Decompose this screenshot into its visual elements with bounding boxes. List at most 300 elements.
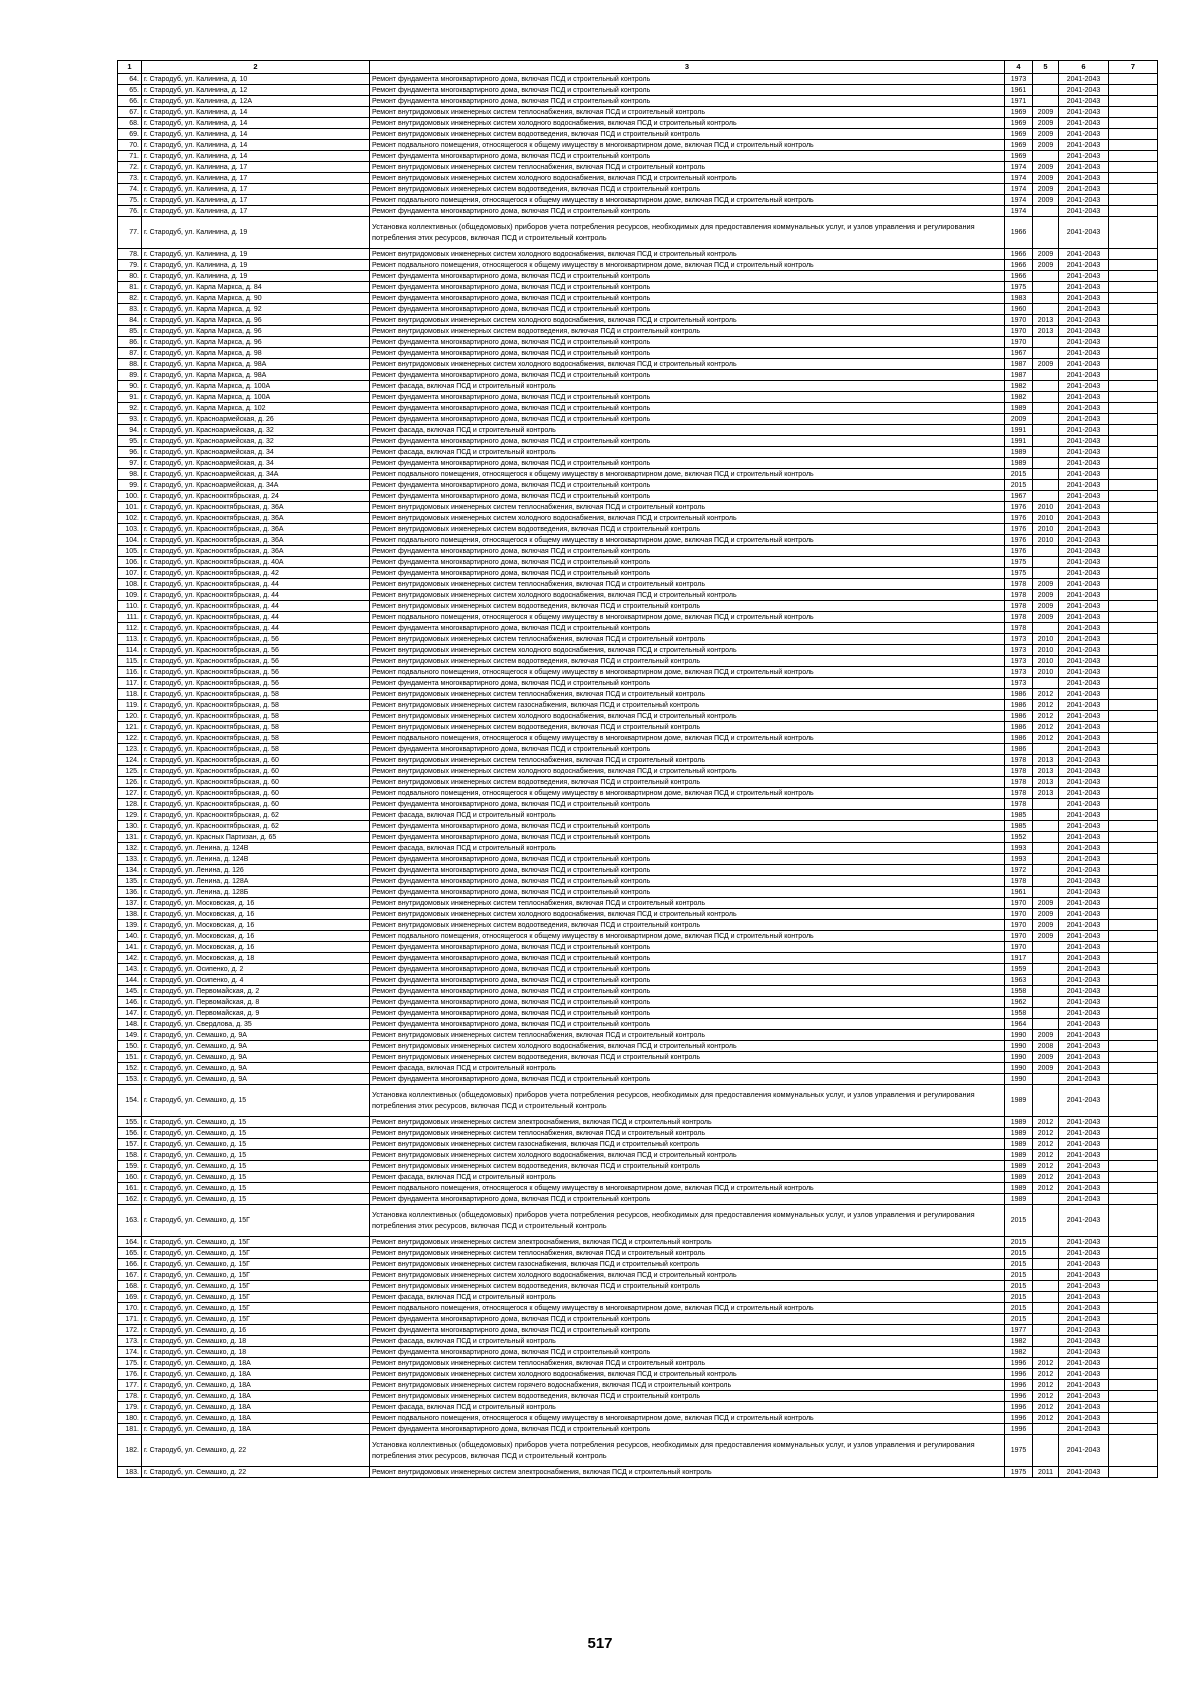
planned-period-cell: 2041-2043 (1059, 810, 1109, 821)
last-repair-year-cell: 2010 (1033, 645, 1059, 656)
address-cell: г. Стародуб, ул. Калинина, д. 12 (142, 85, 370, 96)
address-cell: г. Стародуб, ул. Краснооктябрьская, д. 36А (142, 546, 370, 557)
address-cell: г. Стародуб, ул. Карла Маркса, д. 102 (142, 403, 370, 414)
extra-cell (1109, 458, 1158, 469)
last-repair-year-cell (1033, 1019, 1059, 1030)
build-year-cell: 1993 (1005, 843, 1033, 854)
planned-period-cell: 2041-2043 (1059, 348, 1109, 359)
build-year-cell: 1970 (1005, 942, 1033, 953)
address-cell: г. Стародуб, ул. Семашко, д. 18 (142, 1347, 370, 1358)
address-cell: г. Стародуб, ул. Карла Маркса, д. 92 (142, 304, 370, 315)
address-cell: г. Стародуб, ул. Карла Маркса, д. 98 (142, 348, 370, 359)
planned-period-cell: 2041-2043 (1059, 1325, 1109, 1336)
extra-cell (1109, 184, 1158, 195)
build-year-cell: 1990 (1005, 1030, 1033, 1041)
work-type-cell: Установка коллективных (общедомовых) приборов учета потребления ресурсов, необходимых для предоставления коммунальных услуг, и узлов управления и регулирования потребления этих ресурсов, включая ПСД и строительный контроль (370, 1085, 1005, 1117)
row-number: 90. (118, 381, 142, 392)
table-row (118, 722, 1158, 733)
extra-cell (1109, 799, 1158, 810)
table-row (118, 370, 1158, 381)
build-year-cell: 1978 (1005, 623, 1033, 634)
row-number: 107. (118, 568, 142, 579)
planned-period-cell: 2041-2043 (1059, 854, 1109, 865)
row-number: 71. (118, 151, 142, 162)
row-number: 91. (118, 392, 142, 403)
extra-cell (1109, 1063, 1158, 1074)
planned-period-cell: 2041-2043 (1059, 85, 1109, 96)
extra-cell (1109, 623, 1158, 634)
work-type-cell: Ремонт фасада, включая ПСД и строительный контроль (370, 1292, 1005, 1303)
last-repair-year-cell: 2009 (1033, 898, 1059, 909)
last-repair-year-cell (1033, 151, 1059, 162)
table-row (118, 535, 1158, 546)
last-repair-year-cell: 2010 (1033, 535, 1059, 546)
work-type-cell: Ремонт фундамента многоквартирного дома, включая ПСД и строительный контроль (370, 392, 1005, 403)
table-row (118, 810, 1158, 821)
planned-period-cell: 2041-2043 (1059, 711, 1109, 722)
work-type-cell: Ремонт фундамента многоквартирного дома, включая ПСД и строительный контроль (370, 491, 1005, 502)
work-type-cell: Ремонт внутридомовых инженерных систем теплоснабжения, включая ПСД и строительный контроль (370, 502, 1005, 513)
table-row (118, 513, 1158, 524)
planned-period-cell: 2041-2043 (1059, 843, 1109, 854)
build-year-cell: 1959 (1005, 964, 1033, 975)
address-cell: г. Стародуб, ул. Осипенко, д. 4 (142, 975, 370, 986)
work-type-cell: Ремонт внутридомовых инженерных систем холодного водоснабжения, включая ПСД и строительный контроль (370, 1369, 1005, 1380)
row-number: 76. (118, 206, 142, 217)
build-year-cell: 1966 (1005, 271, 1033, 282)
planned-period-cell: 2041-2043 (1059, 1303, 1109, 1314)
address-cell: г. Стародуб, ул. Московская, д. 16 (142, 920, 370, 931)
row-number: 175. (118, 1358, 142, 1369)
address-cell: г. Стародуб, ул. Краснооктябрьская, д. 36А (142, 513, 370, 524)
planned-period-cell: 2041-2043 (1059, 282, 1109, 293)
build-year-cell: 2009 (1005, 414, 1033, 425)
build-year-cell: 1970 (1005, 315, 1033, 326)
work-type-cell: Ремонт фундамента многоквартирного дома, включая ПСД и строительный контроль (370, 74, 1005, 85)
build-year-cell: 2015 (1005, 1303, 1033, 1314)
work-type-cell: Ремонт фундамента многоквартирного дома, включая ПСД и строительный контроль (370, 1325, 1005, 1336)
table-row (118, 975, 1158, 986)
table-row (118, 107, 1158, 118)
row-number: 80. (118, 271, 142, 282)
table-row (118, 711, 1158, 722)
row-number: 151. (118, 1052, 142, 1063)
extra-cell (1109, 964, 1158, 975)
last-repair-year-cell: 2009 (1033, 1052, 1059, 1063)
address-cell: г. Стародуб, ул. Ленина, д. 124В (142, 843, 370, 854)
table-row (118, 909, 1158, 920)
row-number: 88. (118, 359, 142, 370)
work-type-cell: Ремонт фундамента многоквартирного дома, включая ПСД и строительный контроль (370, 744, 1005, 755)
last-repair-year-cell: 2013 (1033, 326, 1059, 337)
address-cell: г. Стародуб, ул. Карла Маркса, д. 96 (142, 315, 370, 326)
address-cell: г. Стародуб, ул. Семашко, д. 15 (142, 1117, 370, 1128)
row-number: 142. (118, 953, 142, 964)
address-cell: г. Стародуб, ул. Семашко, д. 15Г (142, 1237, 370, 1248)
build-year-cell: 1978 (1005, 766, 1033, 777)
build-year-cell: 1989 (1005, 1172, 1033, 1183)
last-repair-year-cell: 2009 (1033, 909, 1059, 920)
planned-period-cell: 2041-2043 (1059, 777, 1109, 788)
extra-cell (1109, 1325, 1158, 1336)
work-type-cell: Ремонт внутридомовых инженерных систем газоснабжения, включая ПСД и строительный контроль (370, 700, 1005, 711)
work-type-cell: Ремонт фундамента многоквартирного дома, включая ПСД и строительный контроль (370, 436, 1005, 447)
last-repair-year-cell (1033, 557, 1059, 568)
address-cell: г. Стародуб, ул. Семашко, д. 15Г (142, 1303, 370, 1314)
last-repair-year-cell (1033, 74, 1059, 85)
extra-cell (1109, 1259, 1158, 1270)
table-row (118, 546, 1158, 557)
extra-cell (1109, 876, 1158, 887)
work-type-cell: Ремонт фундамента многоквартирного дома, включая ПСД и строительный контроль (370, 403, 1005, 414)
last-repair-year-cell: 2010 (1033, 513, 1059, 524)
planned-period-cell: 2041-2043 (1059, 1402, 1109, 1413)
last-repair-year-cell (1033, 436, 1059, 447)
row-number: 77. (118, 217, 142, 249)
last-repair-year-cell: 2012 (1033, 722, 1059, 733)
planned-period-cell: 2041-2043 (1059, 876, 1109, 887)
last-repair-year-cell: 2009 (1033, 118, 1059, 129)
extra-cell (1109, 1085, 1158, 1117)
last-repair-year-cell (1033, 1237, 1059, 1248)
planned-period-cell: 2041-2043 (1059, 634, 1109, 645)
build-year-cell: 2015 (1005, 1314, 1033, 1325)
last-repair-year-cell: 2010 (1033, 656, 1059, 667)
table-row (118, 744, 1158, 755)
planned-period-cell: 2041-2043 (1059, 436, 1109, 447)
last-repair-year-cell (1033, 821, 1059, 832)
build-year-cell: 2015 (1005, 1237, 1033, 1248)
extra-cell (1109, 678, 1158, 689)
build-year-cell: 1970 (1005, 920, 1033, 931)
planned-period-cell: 2041-2043 (1059, 1347, 1109, 1358)
address-cell: г. Стародуб, ул. Калинина, д. 17 (142, 195, 370, 206)
planned-period-cell: 2041-2043 (1059, 502, 1109, 513)
address-cell: г. Стародуб, ул. Красноармейская, д. 34А (142, 469, 370, 480)
address-cell: г. Стародуб, ул. Калинина, д. 17 (142, 173, 370, 184)
extra-cell (1109, 1281, 1158, 1292)
work-type-cell: Ремонт фасада, включая ПСД и строительный контроль (370, 810, 1005, 821)
planned-period-cell: 2041-2043 (1059, 1205, 1109, 1237)
planned-period-cell: 2041-2043 (1059, 129, 1109, 140)
table-row (118, 85, 1158, 96)
planned-period-cell: 2041-2043 (1059, 74, 1109, 85)
extra-cell (1109, 843, 1158, 854)
last-repair-year-cell: 2012 (1033, 733, 1059, 744)
extra-cell (1109, 1413, 1158, 1424)
work-type-cell: Ремонт внутридомовых инженерных систем холодного водоснабжения, включая ПСД и строительный контроль (370, 766, 1005, 777)
address-cell: г. Стародуб, ул. Московская, д. 16 (142, 898, 370, 909)
extra-cell (1109, 1128, 1158, 1139)
work-type-cell: Ремонт фундамента многоквартирного дома, включая ПСД и строительный контроль (370, 370, 1005, 381)
table-row (118, 1019, 1158, 1030)
extra-cell (1109, 129, 1158, 140)
extra-cell (1109, 1303, 1158, 1314)
table-row (118, 1281, 1158, 1292)
extra-cell (1109, 1161, 1158, 1172)
address-cell: г. Стародуб, ул. Семашко, д. 15 (142, 1172, 370, 1183)
planned-period-cell: 2041-2043 (1059, 1270, 1109, 1281)
build-year-cell: 1970 (1005, 909, 1033, 920)
build-year-cell: 1990 (1005, 1052, 1033, 1063)
work-type-cell: Ремонт фундамента многоквартирного дома, включая ПСД и строительный контроль (370, 96, 1005, 107)
work-type-cell: Ремонт фундамента многоквартирного дома, включая ПСД и строительный контроль (370, 1347, 1005, 1358)
row-number: 111. (118, 612, 142, 623)
extra-cell (1109, 1435, 1158, 1467)
work-type-cell: Ремонт фасада, включая ПСД и строительный контроль (370, 1063, 1005, 1074)
row-number: 174. (118, 1347, 142, 1358)
row-number: 125. (118, 766, 142, 777)
last-repair-year-cell: 2012 (1033, 1369, 1059, 1380)
address-cell: г. Стародуб, ул. Краснооктябрьская, д. 60 (142, 777, 370, 788)
build-year-cell: 1996 (1005, 1358, 1033, 1369)
table-row (118, 293, 1158, 304)
work-type-cell: Ремонт внутридомовых инженерных систем теплоснабжения, включая ПСД и строительный контроль (370, 634, 1005, 645)
extra-cell (1109, 370, 1158, 381)
address-cell: г. Стародуб, ул. Семашко, д. 22 (142, 1467, 370, 1478)
address-cell: г. Стародуб, ул. Карла Маркса, д. 100А (142, 392, 370, 403)
last-repair-year-cell (1033, 381, 1059, 392)
row-number: 139. (118, 920, 142, 931)
row-number: 152. (118, 1063, 142, 1074)
address-cell: г. Стародуб, ул. Семашко, д. 9А (142, 1041, 370, 1052)
work-type-cell: Ремонт внутридомовых инженерных систем холодного водоснабжения, включая ПСД и строительный контроль (370, 315, 1005, 326)
extra-cell (1109, 1467, 1158, 1478)
planned-period-cell: 2041-2043 (1059, 370, 1109, 381)
table-row (118, 876, 1158, 887)
build-year-cell: 1961 (1005, 887, 1033, 898)
build-year-cell: 1986 (1005, 722, 1033, 733)
last-repair-year-cell (1033, 414, 1059, 425)
address-cell: г. Стародуб, ул. Семашко, д. 15Г (142, 1205, 370, 1237)
extra-cell (1109, 546, 1158, 557)
last-repair-year-cell (1033, 975, 1059, 986)
row-number: 176. (118, 1369, 142, 1380)
extra-cell (1109, 645, 1158, 656)
address-cell: г. Стародуб, ул. Краснооктябрьская, д. 58 (142, 722, 370, 733)
address-cell: г. Стародуб, ул. Семашко, д. 15Г (142, 1248, 370, 1259)
build-year-cell: 1978 (1005, 777, 1033, 788)
table-row (118, 766, 1158, 777)
work-type-cell: Ремонт внутридомовых инженерных систем водоотведения, включая ПСД и строительный контроль (370, 129, 1005, 140)
planned-period-cell: 2041-2043 (1059, 1314, 1109, 1325)
planned-period-cell: 2041-2043 (1059, 744, 1109, 755)
address-cell: г. Стародуб, ул. Семашко, д. 18А (142, 1369, 370, 1380)
extra-cell (1109, 612, 1158, 623)
table-row (118, 184, 1158, 195)
last-repair-year-cell: 2012 (1033, 1172, 1059, 1183)
last-repair-year-cell (1033, 1259, 1059, 1270)
work-type-cell: Ремонт фундамента многоквартирного дома, включая ПСД и строительный контроль (370, 1314, 1005, 1325)
address-cell: г. Стародуб, ул. Краснооктябрьская, д. 36А (142, 535, 370, 546)
extra-cell (1109, 700, 1158, 711)
table-row (118, 920, 1158, 931)
last-repair-year-cell (1033, 1281, 1059, 1292)
row-number: 65. (118, 85, 142, 96)
planned-period-cell: 2041-2043 (1059, 1336, 1109, 1347)
planned-period-cell: 2041-2043 (1059, 1128, 1109, 1139)
build-year-cell: 1978 (1005, 755, 1033, 766)
last-repair-year-cell (1033, 876, 1059, 887)
build-year-cell: 1989 (1005, 1139, 1033, 1150)
work-type-cell: Ремонт внутридомовых инженерных систем водоотведения, включая ПСД и строительный контроль (370, 1281, 1005, 1292)
work-type-cell: Ремонт фундамента многоквартирного дома, включая ПСД и строительный контроль (370, 480, 1005, 491)
row-number: 143. (118, 964, 142, 975)
work-type-cell: Ремонт внутридомовых инженерных систем электроснабжения, включая ПСД и строительный контроль (370, 1117, 1005, 1128)
table-row (118, 1424, 1158, 1435)
table-row (118, 590, 1158, 601)
last-repair-year-cell (1033, 744, 1059, 755)
last-repair-year-cell: 2012 (1033, 1358, 1059, 1369)
last-repair-year-cell: 2009 (1033, 173, 1059, 184)
last-repair-year-cell (1033, 96, 1059, 107)
extra-cell (1109, 173, 1158, 184)
row-number: 140. (118, 931, 142, 942)
row-number: 108. (118, 579, 142, 590)
address-cell: г. Стародуб, ул. Семашко, д. 9А (142, 1030, 370, 1041)
address-cell: г. Стародуб, ул. Семашко, д. 9А (142, 1074, 370, 1085)
address-cell: г. Стародуб, ул. Калинина, д. 14 (142, 129, 370, 140)
address-cell: г. Стародуб, ул. Красноармейская, д. 32 (142, 425, 370, 436)
extra-cell (1109, 898, 1158, 909)
last-repair-year-cell (1033, 953, 1059, 964)
last-repair-year-cell (1033, 1085, 1059, 1117)
last-repair-year-cell (1033, 1424, 1059, 1435)
planned-period-cell: 2041-2043 (1059, 293, 1109, 304)
address-cell: г. Стародуб, ул. Краснооктябрьская, д. 36А (142, 524, 370, 535)
table-row (118, 1172, 1158, 1183)
row-number: 179. (118, 1402, 142, 1413)
build-year-cell: 2015 (1005, 1259, 1033, 1270)
build-year-cell: 1975 (1005, 557, 1033, 568)
planned-period-cell: 2041-2043 (1059, 195, 1109, 206)
build-year-cell: 1991 (1005, 425, 1033, 436)
table-row (118, 249, 1158, 260)
extra-cell (1109, 1380, 1158, 1391)
work-type-cell: Ремонт фундамента многоквартирного дома, включая ПСД и строительный контроль (370, 876, 1005, 887)
extra-cell (1109, 315, 1158, 326)
table-row (118, 854, 1158, 865)
extra-cell (1109, 568, 1158, 579)
address-cell: г. Стародуб, ул. Семашко, д. 16 (142, 1325, 370, 1336)
build-year-cell: 1977 (1005, 1325, 1033, 1336)
last-repair-year-cell (1033, 942, 1059, 953)
address-cell: г. Стародуб, ул. Семашко, д. 15Г (142, 1314, 370, 1325)
build-year-cell: 1970 (1005, 326, 1033, 337)
row-number: 158. (118, 1150, 142, 1161)
table-row (118, 381, 1158, 392)
table-row (118, 898, 1158, 909)
extra-cell (1109, 293, 1158, 304)
work-type-cell: Ремонт фундамента многоквартирного дома, включая ПСД и строительный контроль (370, 348, 1005, 359)
row-number: 101. (118, 502, 142, 513)
last-repair-year-cell (1033, 206, 1059, 217)
build-year-cell: 1989 (1005, 1194, 1033, 1205)
planned-period-cell: 2041-2043 (1059, 1085, 1109, 1117)
row-number: 150. (118, 1041, 142, 1052)
build-year-cell: 1973 (1005, 645, 1033, 656)
row-number: 165. (118, 1248, 142, 1259)
table-row (118, 986, 1158, 997)
build-year-cell: 1989 (1005, 1085, 1033, 1117)
planned-period-cell: 2041-2043 (1059, 865, 1109, 876)
row-number: 141. (118, 942, 142, 953)
address-cell: г. Стародуб, ул. Осипенко, д. 2 (142, 964, 370, 975)
build-year-cell: 1976 (1005, 546, 1033, 557)
planned-period-cell: 2041-2043 (1059, 601, 1109, 612)
work-type-cell: Ремонт подвального помещения, относящегося к общему имуществу в многоквартирном доме, включая ПСД и строительный контроль (370, 788, 1005, 799)
planned-period-cell: 2041-2043 (1059, 722, 1109, 733)
build-year-cell: 1978 (1005, 590, 1033, 601)
build-year-cell: 1976 (1005, 502, 1033, 513)
row-number: 127. (118, 788, 142, 799)
work-type-cell: Ремонт внутридомовых инженерных систем водоотведения, включая ПСД и строительный контроль (370, 920, 1005, 931)
row-number: 124. (118, 755, 142, 766)
last-repair-year-cell (1033, 282, 1059, 293)
address-cell: г. Стародуб, ул. Семашко, д. 15Г (142, 1259, 370, 1270)
planned-period-cell: 2041-2043 (1059, 260, 1109, 271)
planned-period-cell: 2041-2043 (1059, 1237, 1109, 1248)
row-number: 69. (118, 129, 142, 140)
table-row (118, 118, 1158, 129)
work-type-cell: Ремонт внутридомовых инженерных систем холодного водоснабжения, включая ПСД и строительный контроль (370, 249, 1005, 260)
extra-cell (1109, 206, 1158, 217)
last-repair-year-cell: 2010 (1033, 524, 1059, 535)
row-number: 156. (118, 1128, 142, 1139)
row-number: 161. (118, 1183, 142, 1194)
extra-cell (1109, 1194, 1158, 1205)
last-repair-year-cell (1033, 1270, 1059, 1281)
last-repair-year-cell: 2012 (1033, 1413, 1059, 1424)
extra-cell (1109, 282, 1158, 293)
row-number: 148. (118, 1019, 142, 1030)
work-type-cell: Ремонт внутридомовых инженерных систем теплоснабжения, включая ПСД и строительный контроль (370, 1030, 1005, 1041)
extra-cell (1109, 821, 1158, 832)
address-cell: г. Стародуб, ул. Красноармейская, д. 26 (142, 414, 370, 425)
last-repair-year-cell (1033, 546, 1059, 557)
row-number: 183. (118, 1467, 142, 1478)
row-number: 182. (118, 1435, 142, 1467)
row-number: 115. (118, 656, 142, 667)
planned-period-cell: 2041-2043 (1059, 656, 1109, 667)
address-cell: г. Стародуб, ул. Краснооктябрьская, д. 42 (142, 568, 370, 579)
build-year-cell: 1969 (1005, 140, 1033, 151)
last-repair-year-cell (1033, 678, 1059, 689)
extra-cell (1109, 513, 1158, 524)
work-type-cell: Ремонт внутридомовых инженерных систем холодного водоснабжения, включая ПСД и строительный контроль (370, 118, 1005, 129)
work-type-cell: Ремонт фундамента многоквартирного дома, включая ПСД и строительный контроль (370, 821, 1005, 832)
row-number: 85. (118, 326, 142, 337)
work-type-cell: Ремонт внутридомовых инженерных систем холодного водоснабжения, включая ПСД и строительный контроль (370, 590, 1005, 601)
table-row (118, 612, 1158, 623)
table-row (118, 1358, 1158, 1369)
last-repair-year-cell (1033, 293, 1059, 304)
address-cell: г. Стародуб, ул. Калинина, д. 14 (142, 118, 370, 129)
planned-period-cell: 2041-2043 (1059, 590, 1109, 601)
work-type-cell: Ремонт внутридомовых инженерных систем водоотведения, включая ПСД и строительный контроль (370, 1391, 1005, 1402)
planned-period-cell: 2041-2043 (1059, 381, 1109, 392)
work-type-cell: Ремонт фундамента многоквартирного дома, включая ПСД и строительный контроль (370, 799, 1005, 810)
row-number: 94. (118, 425, 142, 436)
last-repair-year-cell (1033, 1347, 1059, 1358)
work-type-cell: Ремонт внутридомовых инженерных систем холодного водоснабжения, включая ПСД и строительный контроль (370, 359, 1005, 370)
build-year-cell: 1996 (1005, 1380, 1033, 1391)
table-row (118, 788, 1158, 799)
extra-cell (1109, 1019, 1158, 1030)
table-row (118, 348, 1158, 359)
build-year-cell: 1990 (1005, 1063, 1033, 1074)
address-cell: г. Стародуб, ул. Семашко, д. 18А (142, 1413, 370, 1424)
